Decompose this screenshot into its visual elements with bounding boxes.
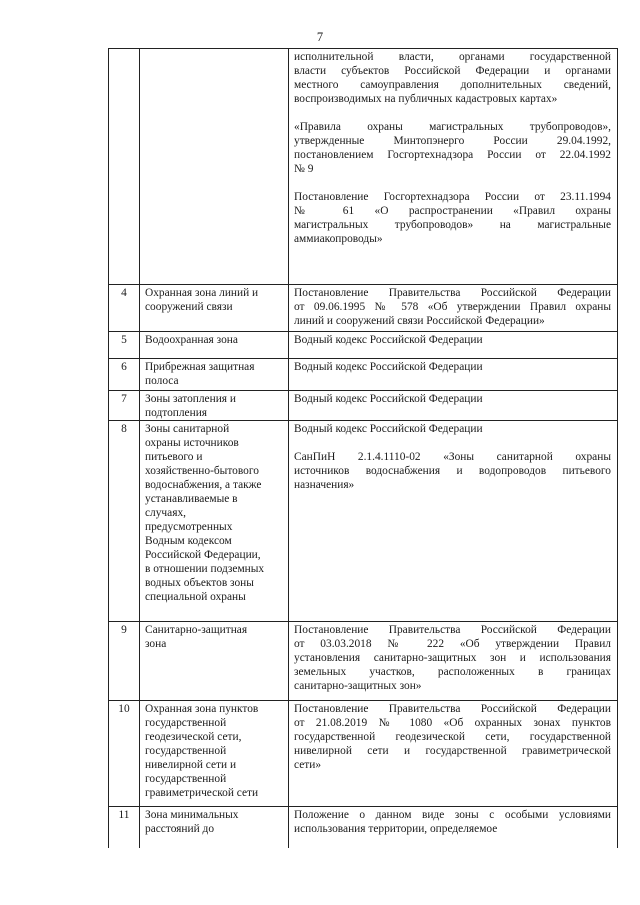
legal-basis-line: «Правила охраны магистральных трубопроводов», [294,121,611,133]
legal-basis-line: назначения» [294,479,355,491]
legal-basis-line: установления санитарно-защитных зон и использования [294,652,611,664]
table-rule [108,284,618,285]
zone-name-line: водных объектов зоны [145,577,254,589]
legal-basis-line: Постановление Правительства Российской Федерации [294,287,611,299]
zone-name-line: Охранная зона линий и [145,287,259,299]
row-number: 6 [121,361,127,373]
table-rule [108,331,618,332]
table-rule [108,358,618,359]
zone-name-line: Зоны санитарной [145,423,230,435]
legal-basis-line: нивелирной сети и государственной гравиметрической [294,745,611,757]
zone-name-line: Водным кодексом [145,535,232,547]
legal-basis-line: СанПиН 2.1.4.1110-02 «Зоны санитарной охраны [294,451,611,463]
legal-basis-line: Водный кодекс Российской Федерации [294,423,483,435]
legal-basis-line: утвержденные Минтопэнерго России 29.04.1992, [294,135,611,147]
legal-basis-line: источников водоснабжения и водопроводов питьевого [294,465,611,477]
zone-name-line: Зоны затопления и [145,393,236,405]
legal-basis-line: Водный кодекс Российской Федерации [294,361,483,373]
row-number: 4 [121,287,127,299]
zone-name-line: Прибрежная защитная [145,361,255,373]
zone-name-line: Охранная зона пунктов [145,703,259,715]
table-rule [139,48,140,848]
page-number: 7 [316,30,324,44]
table-rule [108,806,618,807]
zone-name-line: подтопления [145,407,208,419]
zone-name-line: сооружений связи [145,301,233,313]
table-rule [108,48,618,49]
zone-name-line: геодезической сети, [145,731,242,743]
zone-name-line: государственной [145,773,227,785]
legal-basis-line: от 21.08.2019 № 1080 «Об охранных зонах пунктов [294,717,611,729]
row-number: 9 [121,624,127,636]
zone-name-line: гравиметрической сети [145,787,259,799]
legal-basis-line: санитарно-защитных зон» [294,680,422,692]
row-number: 8 [121,423,127,435]
table-rule [108,390,618,391]
table-rule [108,700,618,701]
legal-basis-line: от 09.06.1995 № 578 «Об утверждении Правил охраны [294,301,611,313]
zone-name-line: Санитарно-защитная [145,624,248,636]
legal-basis-line: постановлением Госгортехнадзора России от 22.04.1992 [294,149,611,161]
legal-basis-line: использования территории, определяемое [294,823,498,835]
zone-name-line: государственной [145,717,227,729]
legal-basis-line: исполнительной власти, органами государственной [294,51,611,63]
legal-basis-line: аммиакопроводы» [294,233,383,245]
zone-name-line: случаях, [145,507,187,519]
table-rule [288,48,289,848]
zone-name-line: устанавливаемые в [145,493,238,505]
zone-name-line: Российской Федерации, [145,549,261,561]
legal-basis-line: Постановление Госгортехнадзора России от 23.11.1994 [294,191,611,203]
zone-name-line: предусмотренных [145,521,233,533]
legal-basis-line: № 61 «О распространении «Правил охраны [294,205,611,217]
legal-basis-line: от 03.03.2018 № 222 «Об утверждении Правил [294,638,611,650]
legal-basis-line: линий и сооружений связи Российской Федерации» [294,315,545,327]
legal-basis-line: Водный кодекс Российской Федерации [294,334,483,346]
legal-basis-line: земельных участков, расположенных в границах [294,666,611,678]
legal-basis-line: государственной геодезической сети, государственной [294,731,611,743]
table-rule [617,48,618,848]
legal-basis-line: Постановление Правительства Российской Федерации [294,703,611,715]
legal-basis-line: сети» [294,759,322,771]
zone-name-line: охраны источников [145,437,239,449]
legal-basis-line: власти субъектов Российской Федерации и органами [294,65,611,77]
zone-name-line: Водоохранная зона [145,334,238,346]
legal-basis-line: Положение о данном виде зоны с особыми условиями [294,809,611,821]
legal-basis-line: Водный кодекс Российской Федерации [294,393,483,405]
zone-name-line: зона [145,638,167,650]
zone-name-line: Зона минимальных [145,809,239,821]
zone-name-line: нивелирной сети и [145,759,237,771]
zone-name-line: расстояний до [145,823,215,835]
row-number: 11 [118,809,130,821]
table-rule [108,48,109,848]
row-number: 10 [118,703,130,715]
zone-name-line: специальной охраны [145,591,246,603]
legal-basis-line: магистральных трубопроводов» на магистральные [294,219,611,231]
zone-name-line: хозяйственно-бытового [145,465,259,477]
zone-name-line: государственной [145,745,227,757]
zone-name-line: водоснабжения, а также [145,479,262,491]
row-number: 5 [121,334,127,346]
zone-name-line: питьевого и [145,451,203,463]
legal-basis-line: № 9 [294,163,314,175]
table-rule [108,621,618,622]
legal-basis-line: Постановление Правительства Российской Федерации [294,624,611,636]
legal-basis-line: местного самоуправления дополнительных сведений, [294,79,611,91]
zone-name-line: полоса [145,375,179,387]
legal-basis-line: воспроизводимых на публичных кадастровых картах» [294,93,558,105]
row-number: 7 [121,393,127,405]
zone-name-line: в отношении подземных [145,563,265,575]
table-rule [108,420,618,421]
